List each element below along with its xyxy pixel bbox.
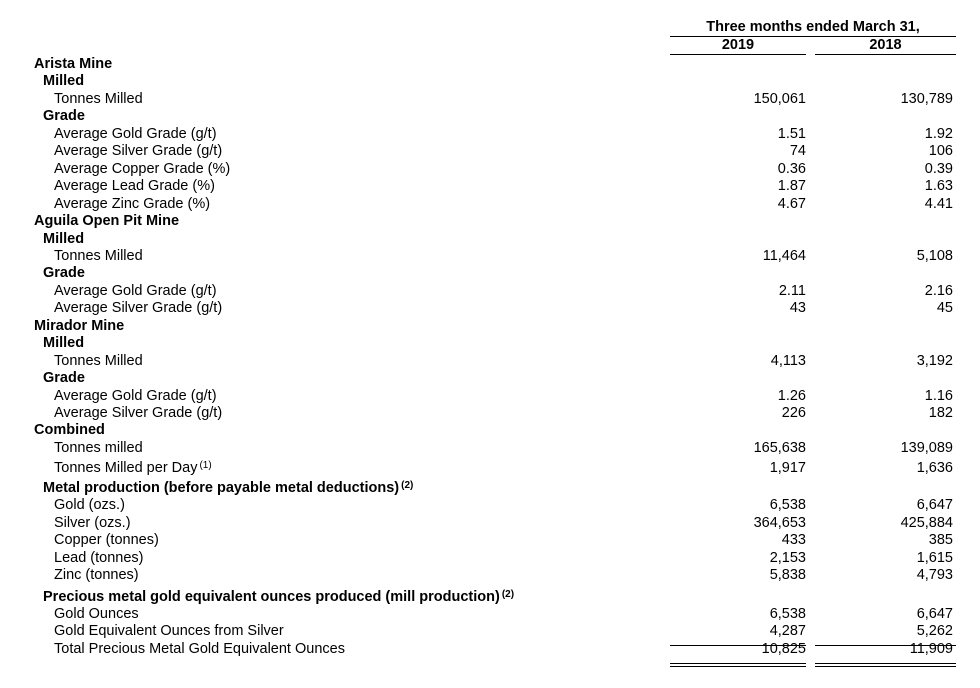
row-label	[54, 515, 131, 533]
footnote-marker: (1)	[199, 460, 212, 472]
row-label-text: Milled	[43, 230, 85, 247]
table-row	[0, 283, 980, 301]
footnote-marker: (2)	[501, 588, 515, 600]
value-2018: 4,793	[916, 567, 953, 584]
value-2018: 139,089	[900, 439, 953, 456]
row-label-text: Arista Mine	[34, 56, 113, 72]
table-row	[0, 460, 980, 478]
row-label	[54, 161, 230, 179]
table-row	[0, 91, 980, 109]
row-label-text: Tonnes Milled	[54, 247, 143, 264]
row-label-text: Average Silver Grade (g/t)	[54, 300, 223, 317]
table-row	[0, 143, 980, 161]
table-row	[0, 178, 980, 196]
value-2019: 1.51	[777, 125, 806, 142]
table-row	[0, 300, 980, 318]
value-2019: 1.26	[777, 387, 806, 404]
table-row	[0, 213, 980, 231]
value-2018: 385	[928, 532, 953, 549]
row-label-text: Copper (tonnes)	[54, 532, 159, 549]
value-2019: 74	[789, 143, 806, 160]
row-label-text: Average Gold Grade (g/t)	[54, 282, 217, 299]
total-rule-double-2018-b	[815, 666, 956, 667]
value-2019: 4.67	[777, 195, 806, 212]
row-label-text: Total Precious Metal Gold Equivalent Ounces	[54, 640, 345, 657]
row-label-text: Tonnes Milled per Day	[54, 460, 198, 477]
row-label-text: Lead (tonnes)	[54, 549, 144, 566]
total-rule-double-2019-b	[670, 666, 806, 667]
table-row	[0, 265, 980, 283]
value-2019: 364,653	[753, 514, 806, 531]
row-label-text: Average Silver Grade (g/t)	[54, 143, 223, 160]
value-2019: 1,917	[769, 460, 806, 477]
value-2018: 130,789	[900, 90, 953, 107]
table-row	[0, 515, 980, 533]
value-2018: 3,192	[916, 352, 953, 369]
table-row	[0, 388, 980, 406]
value-2019: 2,153	[769, 549, 806, 566]
table-row	[0, 589, 980, 607]
row-label	[54, 91, 143, 109]
row-label	[54, 405, 222, 423]
table-row	[0, 353, 980, 371]
row-label-text: Tonnes milled	[54, 439, 143, 456]
row-label-text: Grade	[43, 265, 85, 282]
table-row	[0, 231, 980, 249]
value-2018: 6,647	[916, 605, 953, 622]
value-2018: 11,909	[909, 640, 953, 657]
table-row	[0, 623, 980, 641]
row-label	[54, 353, 143, 371]
table-row	[0, 567, 980, 585]
row-label	[43, 480, 413, 498]
row-label	[54, 283, 217, 301]
table-row	[0, 56, 980, 74]
period-title: Three months ended March 31,	[706, 19, 920, 35]
row-label-text: Average Gold Grade (g/t)	[54, 125, 217, 142]
row-label	[54, 178, 215, 196]
column-header-2019: 2019	[670, 37, 806, 55]
row-label	[34, 422, 105, 440]
row-label	[34, 318, 124, 336]
table-row	[0, 480, 980, 498]
total-rule-double-2019-a	[670, 663, 806, 664]
row-label	[43, 589, 514, 607]
row-label-text: Grade	[43, 108, 85, 125]
row-label-text: Average Copper Grade (%)	[54, 160, 231, 177]
row-label-text: Grade	[43, 370, 85, 387]
value-2019: 43	[789, 300, 806, 317]
value-2019: 4,287	[769, 623, 806, 640]
row-label	[54, 532, 159, 550]
table-row	[0, 248, 980, 266]
table-row	[0, 440, 980, 458]
total-rule-double-2018-a	[815, 663, 956, 664]
value-2019: 433	[781, 532, 806, 549]
row-label	[54, 460, 212, 478]
value-2019: 5,838	[769, 567, 806, 584]
row-label-text: Milled	[43, 335, 85, 352]
row-label	[43, 370, 85, 388]
row-label	[54, 126, 217, 144]
row-label	[54, 623, 284, 641]
row-label	[43, 265, 85, 283]
table-row	[0, 497, 980, 515]
table-row	[0, 550, 980, 568]
row-label-text: Average Silver Grade (g/t)	[54, 405, 223, 421]
table-row	[0, 641, 980, 659]
row-label	[34, 56, 112, 74]
value-2018: 1,636	[916, 460, 953, 477]
value-2019: 10,825	[761, 640, 806, 657]
row-label	[54, 300, 222, 318]
row-label	[54, 143, 222, 161]
row-label-text: Tonnes Milled	[54, 90, 143, 107]
row-label-text: Gold (ozs.)	[54, 497, 125, 514]
row-label	[54, 196, 210, 214]
row-label	[43, 73, 84, 91]
value-2018: 5,262	[916, 623, 953, 640]
value-2018: 45	[936, 300, 953, 317]
value-2019: 0.36	[777, 160, 806, 177]
table-row	[0, 405, 980, 423]
value-2018: 1.92	[924, 125, 953, 142]
row-label-text: Average Lead Grade (%)	[54, 178, 215, 195]
table-row	[0, 422, 980, 440]
column-header-2018: 2018	[815, 37, 956, 55]
value-2018: 106	[928, 143, 953, 160]
row-label-text: Zinc (tonnes)	[54, 567, 139, 584]
row-label	[54, 388, 217, 406]
total-rule-top-2018	[815, 645, 956, 646]
value-2018: 2.16	[924, 282, 953, 299]
table-row	[0, 196, 980, 214]
row-label	[43, 335, 84, 353]
row-label-text: Average Zinc Grade (%)	[54, 195, 211, 212]
row-label-text: Aguila Open Pit Mine	[34, 213, 180, 230]
table-row	[0, 606, 980, 624]
table-row	[0, 161, 980, 179]
row-label-text: Mirador Mine	[34, 317, 125, 334]
value-2019: 4,113	[770, 352, 806, 369]
total-rule-top-2019	[670, 645, 806, 646]
value-2019: 150,061	[753, 90, 806, 107]
row-label-text: Combined	[34, 422, 105, 439]
value-2018: 182	[928, 405, 953, 421]
value-2019: 226	[781, 405, 806, 421]
value-2018: 1,615	[916, 549, 953, 566]
row-label-text: Silver (ozs.)	[54, 514, 131, 531]
value-2018: 1.16	[924, 387, 953, 404]
table-row	[0, 73, 980, 91]
row-label-text: Tonnes Milled	[54, 352, 143, 369]
value-2018: 1.63	[924, 178, 953, 195]
row-label	[43, 231, 84, 249]
row-label	[54, 248, 143, 266]
value-2019: 6,538	[769, 497, 806, 514]
row-label-text: Metal production (before payable metal deductions)	[43, 479, 400, 496]
value-2018: 5,108	[916, 247, 953, 264]
value-2018: 0.39	[924, 160, 953, 177]
row-label	[34, 213, 179, 231]
value-2019: 2.11	[778, 282, 806, 299]
value-2019: 1.87	[777, 178, 806, 195]
value-2019: 165,638	[753, 439, 806, 456]
value-2018: 4.41	[924, 195, 953, 212]
row-label-text: Precious metal gold equivalent ounces produced (mill production)	[43, 588, 500, 605]
row-label	[54, 641, 345, 659]
table-row	[0, 108, 980, 126]
row-label	[54, 606, 139, 624]
row-label-text: Gold Ounces	[54, 605, 139, 622]
table-row	[0, 318, 980, 336]
row-label-text: Average Gold Grade (g/t)	[54, 387, 217, 404]
row-label	[54, 567, 139, 585]
table-row	[0, 335, 980, 353]
value-2019: 6,538	[769, 605, 806, 622]
row-label-text: Gold Equivalent Ounces from Silver	[54, 623, 284, 640]
row-label-text: Milled	[43, 73, 85, 90]
value-2019: 11,464	[762, 247, 806, 264]
table-row	[0, 370, 980, 388]
row-label	[54, 497, 125, 515]
table-row	[0, 532, 980, 550]
table-row	[0, 126, 980, 144]
row-label	[54, 440, 143, 458]
row-label	[54, 550, 143, 568]
row-label	[43, 108, 85, 126]
footnote-marker: (2)	[401, 479, 414, 491]
value-2018: 6,647	[916, 497, 953, 514]
value-2018: 425,884	[900, 514, 953, 531]
